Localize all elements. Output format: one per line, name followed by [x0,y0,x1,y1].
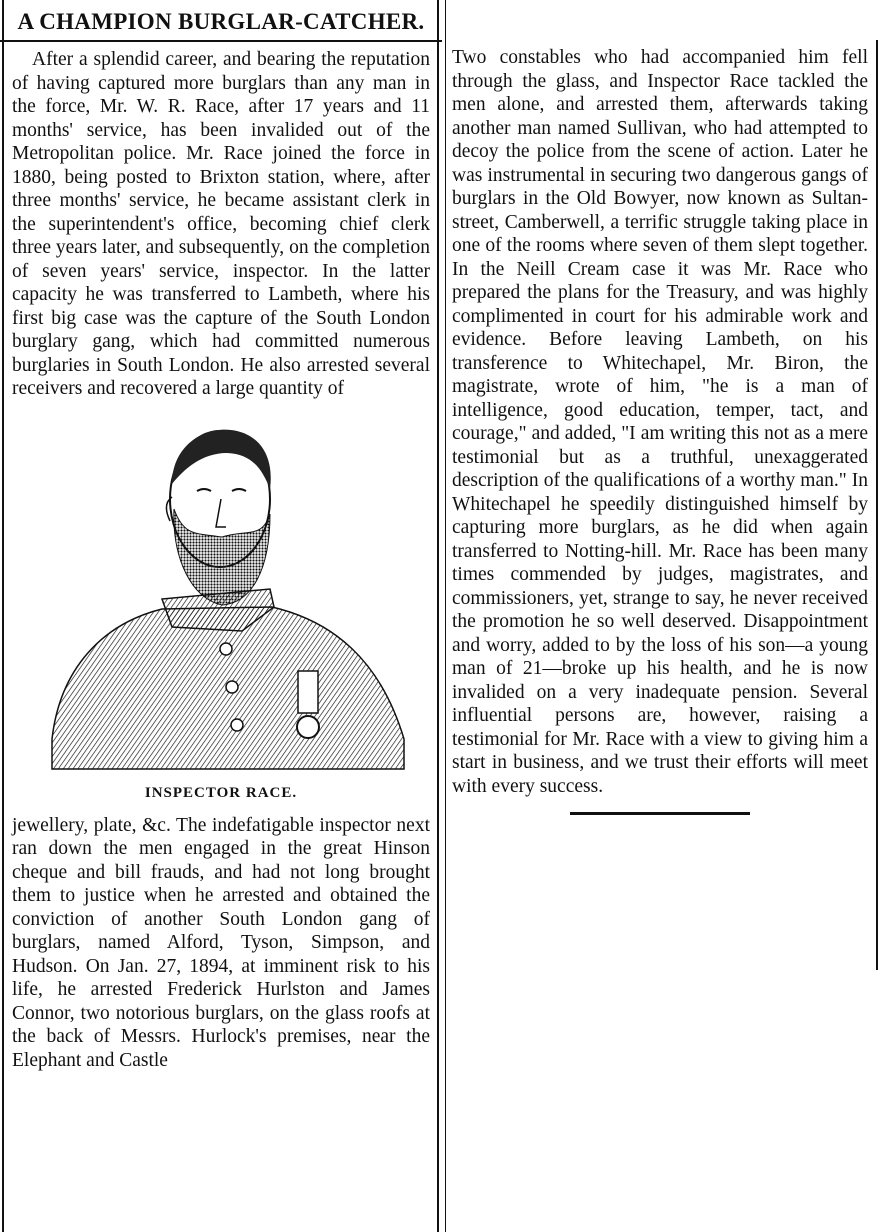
article-paragraph-1: After a splendid career, and bearing the reputation of having captured more burglars than any man in the force, Mr. W. R. Race, after 17 years and 11 months' service, has been invalided out of the Metropolitan police. Mr. Race joined the force in 1880, being posted to Brixton station, where, after three months' service, he became assistant clerk in the superintendent's office, becoming chief clerk three years later, and subsequently, on the completion of seven years' service, inspector. In the latter capacity he was transferred to Lambeth, where his first big case was the capture of the South London burglary gang, which had committed numerous burglaries in South London. He also arrested several receivers and recovered a large quantity of [12,49,430,399]
illustration-caption: INSPECTOR RACE. [144,784,298,801]
headline: A CHAMPION BURGLAR-CATCHER. [17,9,425,34]
column-divider-rule [437,0,439,1232]
end-of-article-rule [570,812,750,815]
portrait-illustration [12,409,430,779]
article-paragraph-3: Two constables who had accompanied him fell through the glass, and Inspector Race tackled the men alone, and arrested them, afterwards taking another man named Sullivan, who had attempted to decoy the police from the scene of action. Later he was instrumental in securing two dangerous gangs of burglars in the Old Bowyer, now known as Sultan-street, Camberwell, a terrific struggle taking place in one of the rooms where seven of them slept together. In the Neill Cream case it was Mr. Race who prepared the plans for the Treasury, and was highly complimented in court for his admirable work and evidence. Before leaving Lambeth, on his transference to Whitechapel, Mr. Biron, the magistrate, wrote of him, "he is a man of intelligence, good education, temper, tact, and courage," and added, "I am writing this not as a mere testimonial but as a truthful, unexaggerated description of the qualifications of a worthy man." In Whitechapel he speedily distinguished himself by capturing more burglars, as he did when again transferred to Notting-hill. Mr. Race has been many times commended by judges, magistrates, and commissioners, yet, strange to say, he never received the promotion he so well deserved. Disappointment and worry, added to by the loss of his son—a young man of 21—broke up his health, and he is now invalided on a very inadequate pension. Several influential persons are, however, raising a testimonial for Mr. Race with a view to giving him a start in business, and we trust their efforts will meet with every success. [452,47,868,797]
left-border-rule [2,0,4,1232]
right-border-rule [876,40,878,970]
article-paragraph-2: jewellery, plate, &c. The indefatigable inspector next ran down the men engaged in the great Hinson cheque and bill frauds, and had not long brought them to justice when he arrested and obtained the conviction of another South London gang of burglars, named Alford, Tyson, Simpson, and Hudson. On Jan. 27, 1894, at imminent risk to his life, he arrested Frederick Hurlston and James Connor, two notorious burglars, on the glass roofs at the back of Messrs. Hurlock's premises, near the Elephant and Castle [12,814,430,1071]
column-divider-rule-2 [445,0,446,1232]
headline-rule [0,40,442,42]
left-column [12,0,430,1072]
right-column [452,46,868,815]
